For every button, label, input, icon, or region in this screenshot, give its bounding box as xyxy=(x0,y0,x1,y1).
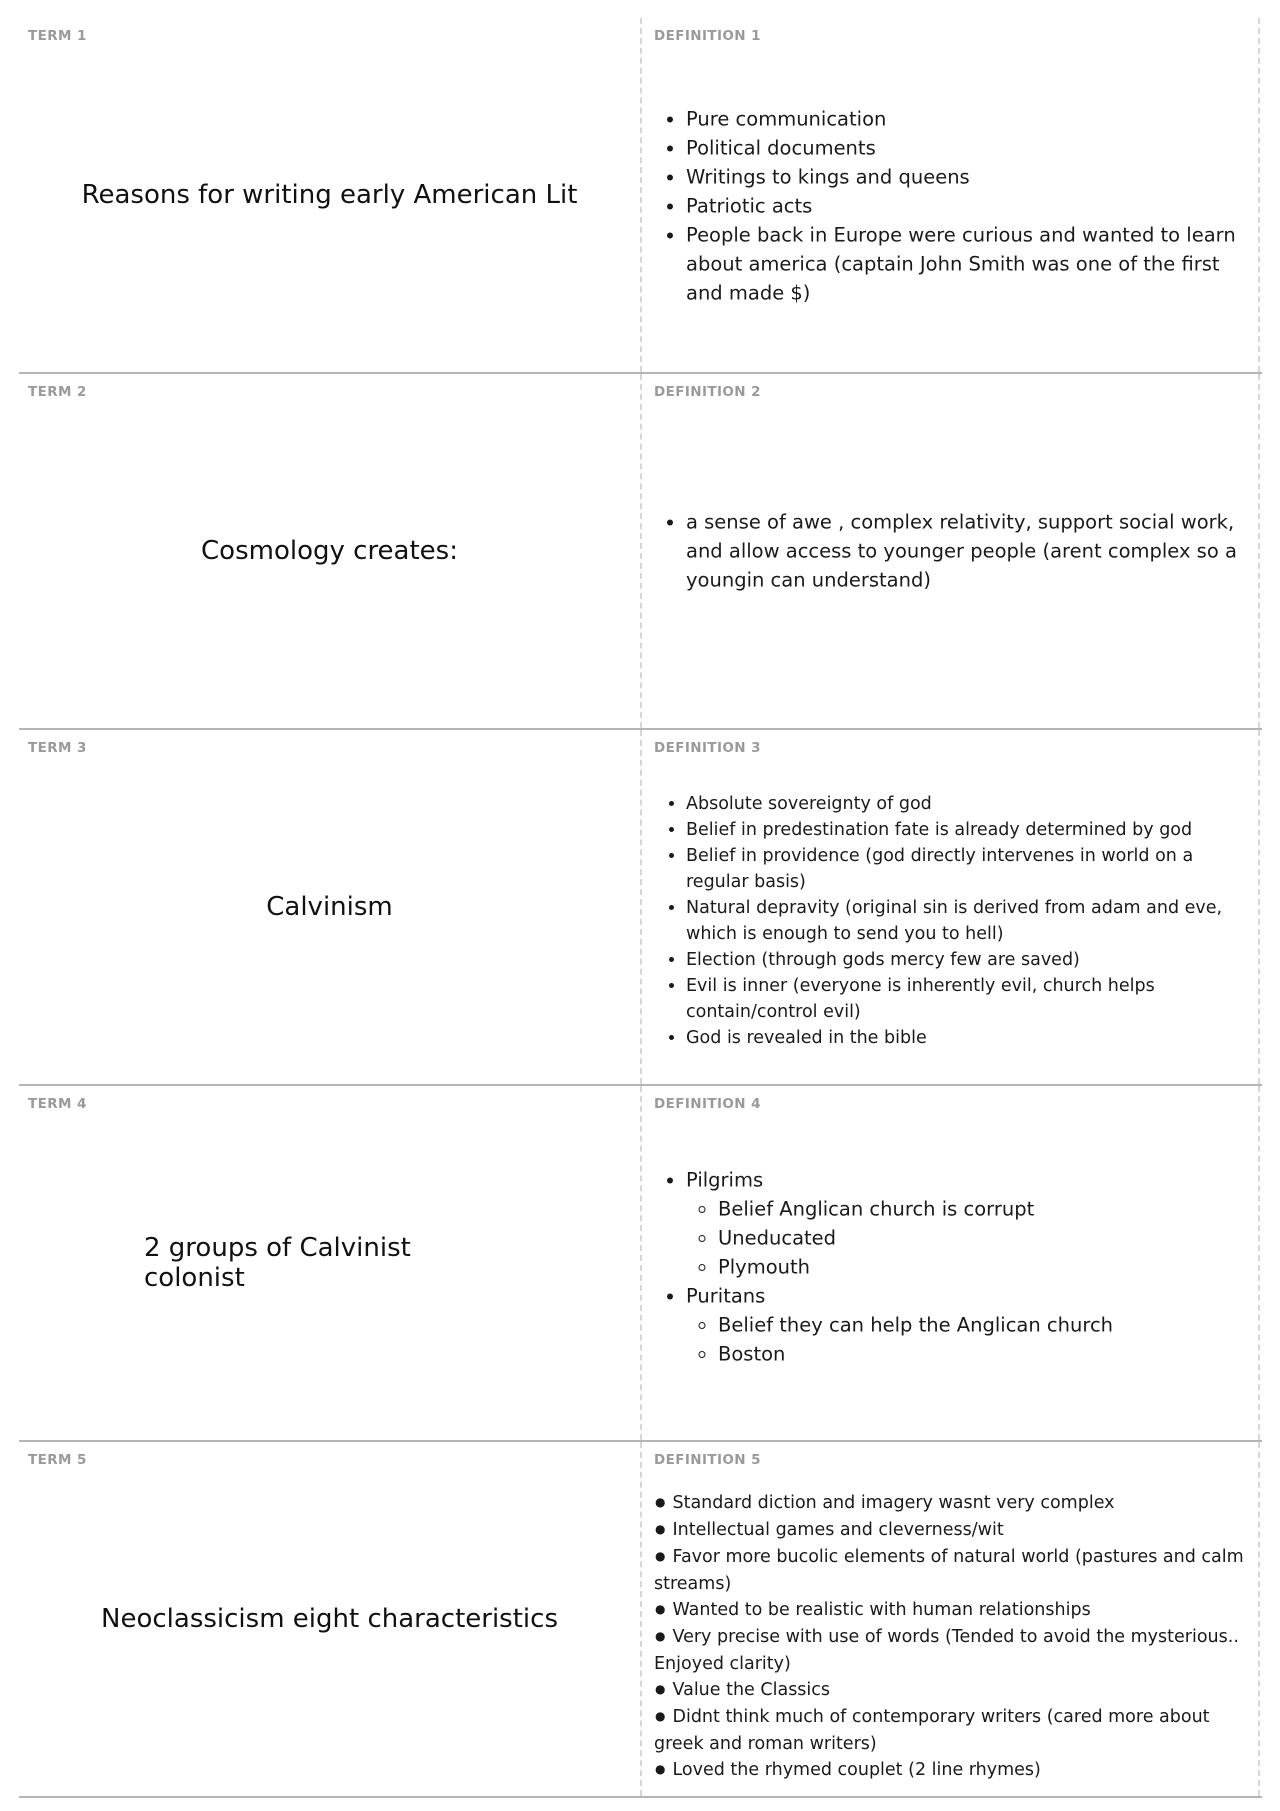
term-text: Neoclassicism eight characteristics xyxy=(101,1604,558,1634)
definition-list xyxy=(654,508,1242,595)
card-row-5 xyxy=(19,1442,1262,1798)
definition-tag: DEFINITION 3 xyxy=(654,740,761,756)
definition-list xyxy=(654,104,1242,307)
sub-list-item: ◦ Uneducated xyxy=(718,1223,1242,1252)
list-item: • Natural depravity (original sin is derived from adam and eve, which is enough to send you to hell) xyxy=(686,895,1242,947)
term-text: Cosmology creates: xyxy=(201,536,458,566)
term-cell xyxy=(19,18,640,372)
list-item: • Absolute sovereignty of god xyxy=(686,791,1242,817)
list-item: • Election (through gods mercy few are saved) xyxy=(686,947,1242,973)
list-item: ● Very precise with use of words (Tended to avoid the mysterious.. Enjoyed clarity) xyxy=(654,1624,1252,1677)
group-label: Puritans xyxy=(686,1284,766,1308)
list-item: • Patriotic acts xyxy=(686,191,1242,220)
card-row-1 xyxy=(19,18,1262,374)
definition-tag: DEFINITION 5 xyxy=(654,1452,761,1468)
list-item: • People back in Europe were curious and wanted to learn about america (captain John Smith was one of the first and made $) xyxy=(686,220,1242,307)
term-cell xyxy=(19,1442,640,1796)
list-item: ● Didnt think much of contemporary writers (cared more about greek and roman writers) xyxy=(654,1704,1252,1757)
term-tag: TERM 2 xyxy=(28,384,87,400)
term-tag: TERM 5 xyxy=(28,1452,87,1468)
term-tag: TERM 3 xyxy=(28,740,87,756)
card-row-3 xyxy=(19,730,1262,1086)
definition-cell xyxy=(640,374,1260,728)
term-cell xyxy=(19,1086,640,1440)
flashcard-sheet xyxy=(19,18,1262,1798)
definition-body xyxy=(654,791,1242,1051)
sub-list-item: ◦ Belief they can help the Anglican church xyxy=(718,1310,1242,1339)
definition-body xyxy=(654,1165,1242,1368)
definition-cell xyxy=(640,1086,1260,1440)
list-item: ● Standard diction and imagery wasnt very complex xyxy=(654,1490,1252,1517)
sub-list-item: ◦ Belief Anglican church is corrupt xyxy=(718,1194,1242,1223)
list-item: • Writings to kings and queens xyxy=(686,162,1242,191)
term-cell xyxy=(19,374,640,728)
list-item: • a sense of awe , complex relativity, support social work, and allow access to younger people (arent complex so a youngin can understand) xyxy=(686,508,1242,595)
list-item: ● Favor more bucolic elements of natural world (pastures and calm streams) xyxy=(654,1544,1252,1597)
definition-tag: DEFINITION 2 xyxy=(654,384,761,400)
definition-cell xyxy=(640,1442,1260,1796)
list-item: ● Intellectual games and cleverness/wit xyxy=(654,1517,1252,1544)
definition-list xyxy=(654,1490,1252,1784)
term-tag: TERM 1 xyxy=(28,28,87,44)
list-item: ● Loved the rhymed couplet (2 line rhymes) xyxy=(654,1757,1252,1784)
term-text: Calvinism xyxy=(266,892,393,922)
term-cell xyxy=(19,730,640,1084)
definition-tag: DEFINITION 1 xyxy=(654,28,761,44)
card-row-2 xyxy=(19,374,1262,730)
definition-list xyxy=(654,1165,1242,1368)
definition-list xyxy=(654,791,1242,1051)
list-item: • Pure communication xyxy=(686,104,1242,133)
definition-cell xyxy=(640,730,1260,1084)
list-item: • Evil is inner (everyone is inherently evil, church helps contain/control evil) xyxy=(686,973,1242,1025)
list-item: • Political documents xyxy=(686,133,1242,162)
definition-body xyxy=(654,104,1242,307)
definition-cell xyxy=(640,18,1260,372)
term-tag: TERM 4 xyxy=(28,1096,87,1112)
sub-list xyxy=(686,1194,1242,1281)
list-item: • Belief in predestination fate is already determined by god xyxy=(686,817,1242,843)
term-text: 2 groups of Calvinist colonist xyxy=(144,1233,411,1293)
definition-body xyxy=(654,1490,1252,1784)
group-label: Pilgrims xyxy=(686,1168,764,1192)
list-item: • Belief in providence (god directly intervenes in world on a regular basis) xyxy=(686,843,1242,895)
list-item xyxy=(686,1165,1242,1281)
sub-list-item: ◦ Plymouth xyxy=(718,1252,1242,1281)
list-item: • God is revealed in the bible xyxy=(686,1025,1242,1051)
sub-list xyxy=(686,1310,1242,1368)
card-row-4 xyxy=(19,1086,1262,1442)
list-item: ● Value the Classics xyxy=(654,1677,1252,1704)
definition-tag: DEFINITION 4 xyxy=(654,1096,761,1112)
term-text: Reasons for writing early American Lit xyxy=(81,180,578,210)
list-item xyxy=(686,1281,1242,1368)
list-item: ● Wanted to be realistic with human relationships xyxy=(654,1597,1252,1624)
definition-body xyxy=(654,508,1242,595)
sub-list-item: ◦ Boston xyxy=(718,1339,1242,1368)
